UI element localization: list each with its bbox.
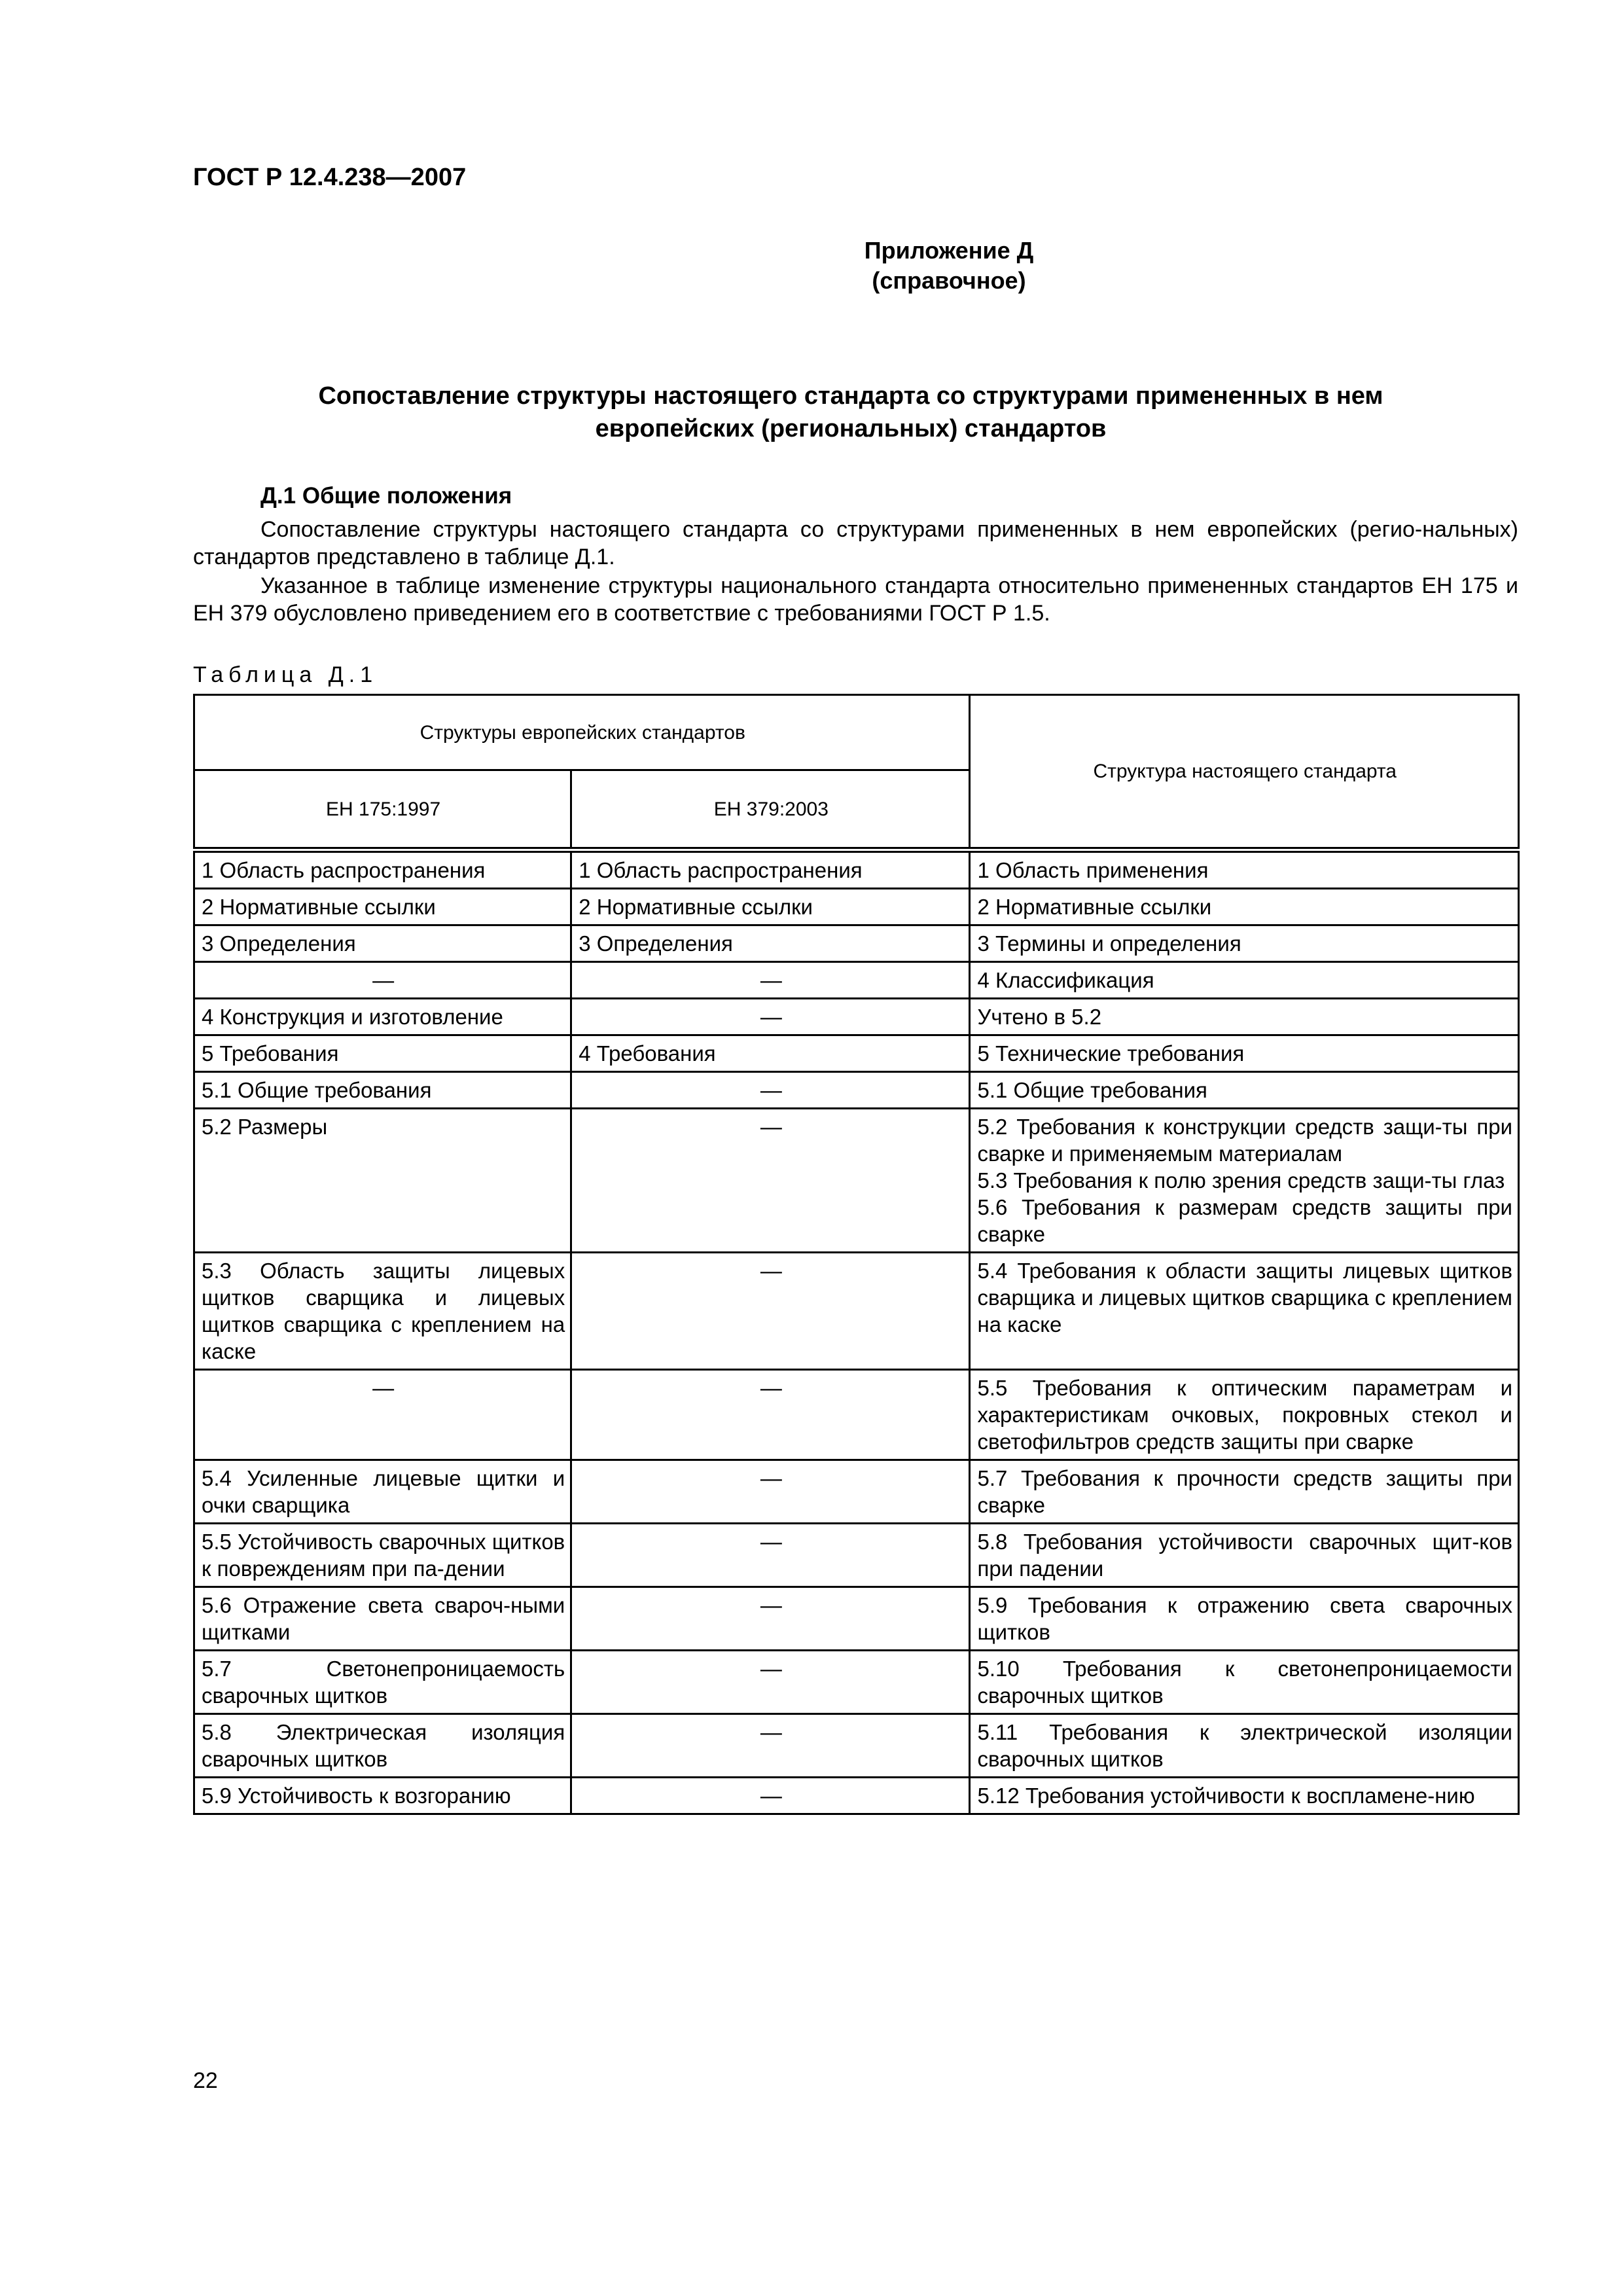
comparison-table bbox=[193, 694, 1520, 1815]
page-title bbox=[196, 380, 1505, 445]
table-row bbox=[194, 962, 1519, 999]
table-row bbox=[194, 1651, 1519, 1714]
header-en175: ЕН 175:1997 bbox=[194, 770, 571, 850]
table-cell-1: 5.5 Устойчивость сварочных щитков к повреждениям при па-дении bbox=[194, 1524, 571, 1587]
table-cell-1: — bbox=[194, 1370, 571, 1460]
table-cell-2: — bbox=[571, 1253, 970, 1370]
page-title-line1: Сопоставление структуры настоящего стандарта со структурами примененных в нем bbox=[318, 382, 1383, 410]
table-cell-2: — bbox=[571, 1587, 970, 1651]
paragraph-1: Сопоставление структуры настоящего стандарта со структурами примененных в нем европейских (регио-нальных) стандартов представлено в таблице Д.1. bbox=[193, 517, 1518, 569]
table-cell-3: 5.11 Требования к электрической изоляции сварочных щитков bbox=[970, 1714, 1519, 1778]
table-row bbox=[194, 889, 1519, 925]
table-caption: Таблица Д.1 bbox=[193, 662, 378, 687]
header-european-standards: Структуры европейских стандартов bbox=[194, 695, 970, 770]
table-cell-1: 1 Область распространения bbox=[194, 850, 571, 889]
table-cell-3: 4 Классификация bbox=[970, 962, 1519, 999]
table-cell-2: 4 Требования bbox=[571, 1035, 970, 1072]
document-code: ГОСТ Р 12.4.238—2007 bbox=[193, 164, 467, 191]
table-cell-1: 5.6 Отражение света свароч-ными щитками bbox=[194, 1587, 571, 1651]
table-row bbox=[194, 1370, 1519, 1460]
table-cell-1: — bbox=[194, 962, 571, 999]
table-cell-2: 1 Область распространения bbox=[571, 850, 970, 889]
table-row bbox=[194, 1072, 1519, 1109]
table-row bbox=[194, 850, 1519, 889]
table-cell-3: 2 Нормативные ссылки bbox=[970, 889, 1519, 925]
table-cell-3: 5.10 Требования к светонепроницаемости сварочных щитков bbox=[970, 1651, 1519, 1714]
table-cell-3: 5.9 Требования к отражению света сварочных щитков bbox=[970, 1587, 1519, 1651]
table-cell-2: — bbox=[571, 1109, 970, 1253]
header-en379: ЕН 379:2003 bbox=[571, 770, 970, 850]
table-row bbox=[194, 1035, 1519, 1072]
table-cell-2: — bbox=[571, 1714, 970, 1778]
table-cell-1: 5.7 Светонепроницаемость сварочных щитков bbox=[194, 1651, 571, 1714]
table-cell-2: — bbox=[571, 1778, 970, 1814]
table-row bbox=[194, 1778, 1519, 1814]
table-cell-2: 3 Определения bbox=[571, 925, 970, 962]
table-cell-2: — bbox=[571, 1651, 970, 1714]
table-cell-3: 1 Область применения bbox=[970, 850, 1519, 889]
table-cell-3: 5.8 Требования устойчивости сварочных щит-ков при падении bbox=[970, 1524, 1519, 1587]
page-number: 22 bbox=[193, 2068, 218, 2093]
table-cell-1: 5.3 Область защиты лицевых щитков сварщика и лицевых щитков сварщика с креплением на каске bbox=[194, 1253, 571, 1370]
table-cell-1: 5.2 Размеры bbox=[194, 1109, 571, 1253]
table-cell-1: 5 Требования bbox=[194, 1035, 571, 1072]
appendix-type: (справочное) bbox=[872, 267, 1026, 294]
table-cell-1: 5.9 Устойчивость к возгоранию bbox=[194, 1778, 571, 1814]
table-cell-2: — bbox=[571, 962, 970, 999]
table-cell-2: 2 Нормативные ссылки bbox=[571, 889, 970, 925]
table-cell-1: 4 Конструкция и изготовление bbox=[194, 999, 571, 1035]
table-row bbox=[194, 1109, 1519, 1253]
table-cell-2: — bbox=[571, 1524, 970, 1587]
table-cell-2: — bbox=[571, 1460, 970, 1524]
table-body bbox=[194, 850, 1519, 1814]
table-cell-1: 5.4 Усиленные лицевые щитки и очки сварщика bbox=[194, 1460, 571, 1524]
table-cell-2: — bbox=[571, 1370, 970, 1460]
table-row bbox=[194, 1714, 1519, 1778]
table-row bbox=[194, 1587, 1519, 1651]
table-cell-3: 5 Технические требования bbox=[970, 1035, 1519, 1072]
table-cell-3: Учтено в 5.2 bbox=[970, 999, 1519, 1035]
table-cell-3: 5.1 Общие требования bbox=[970, 1072, 1519, 1109]
table-cell-1: 5.1 Общие требования bbox=[194, 1072, 571, 1109]
table-cell-1: 5.8 Электрическая изоляция сварочных щитков bbox=[194, 1714, 571, 1778]
table-cell-3: 5.7 Требования к прочности средств защиты при сварке bbox=[970, 1460, 1519, 1524]
table-row bbox=[194, 999, 1519, 1035]
table-cell-3: 5.4 Требования к области защиты лицевых щитков сварщика и лицевых щитков сварщика с креплением на каске bbox=[970, 1253, 1519, 1370]
table-cell-3: 5.2 Требования к конструкции средств защи-ты при сварке и применяемым материалам 5.3 Требования к полю зрения средств защи-ты глаз 5.6 Требования к размерам средств защиты при сварке bbox=[970, 1109, 1519, 1253]
table-cell-3: 3 Термины и определения bbox=[970, 925, 1519, 962]
header-this-standard: Структура настоящего стандарта bbox=[970, 695, 1519, 850]
table-cell-1: 2 Нормативные ссылки bbox=[194, 889, 571, 925]
table-row bbox=[194, 1460, 1519, 1524]
table-row bbox=[194, 925, 1519, 962]
page-title-line2: европейских (региональных) стандартов bbox=[595, 415, 1107, 442]
table-row bbox=[194, 1524, 1519, 1587]
table-row bbox=[194, 1253, 1519, 1370]
table-cell-2: — bbox=[571, 999, 970, 1035]
table-cell-3: 5.5 Требования к оптическим параметрам и характеристикам очковых, покровных стекол и светофильтров средств защиты при сварке bbox=[970, 1370, 1519, 1460]
appendix-heading bbox=[0, 236, 1623, 296]
paragraph-2: Указанное в таблице изменение структуры национального стандарта относительно примененных стандартов ЕН 175 и ЕН 379 обусловлено приведением его в соответствие с требованиями ГОСТ Р 1.5. bbox=[193, 573, 1518, 626]
table-cell-2: — bbox=[571, 1072, 970, 1109]
appendix-label: Приложение Д bbox=[864, 237, 1034, 264]
table-cell-1: 3 Определения bbox=[194, 925, 571, 962]
table-cell-3: 5.12 Требования устойчивости к воспламене-нию bbox=[970, 1778, 1519, 1814]
section-heading: Д.1 Общие положения bbox=[260, 483, 512, 509]
